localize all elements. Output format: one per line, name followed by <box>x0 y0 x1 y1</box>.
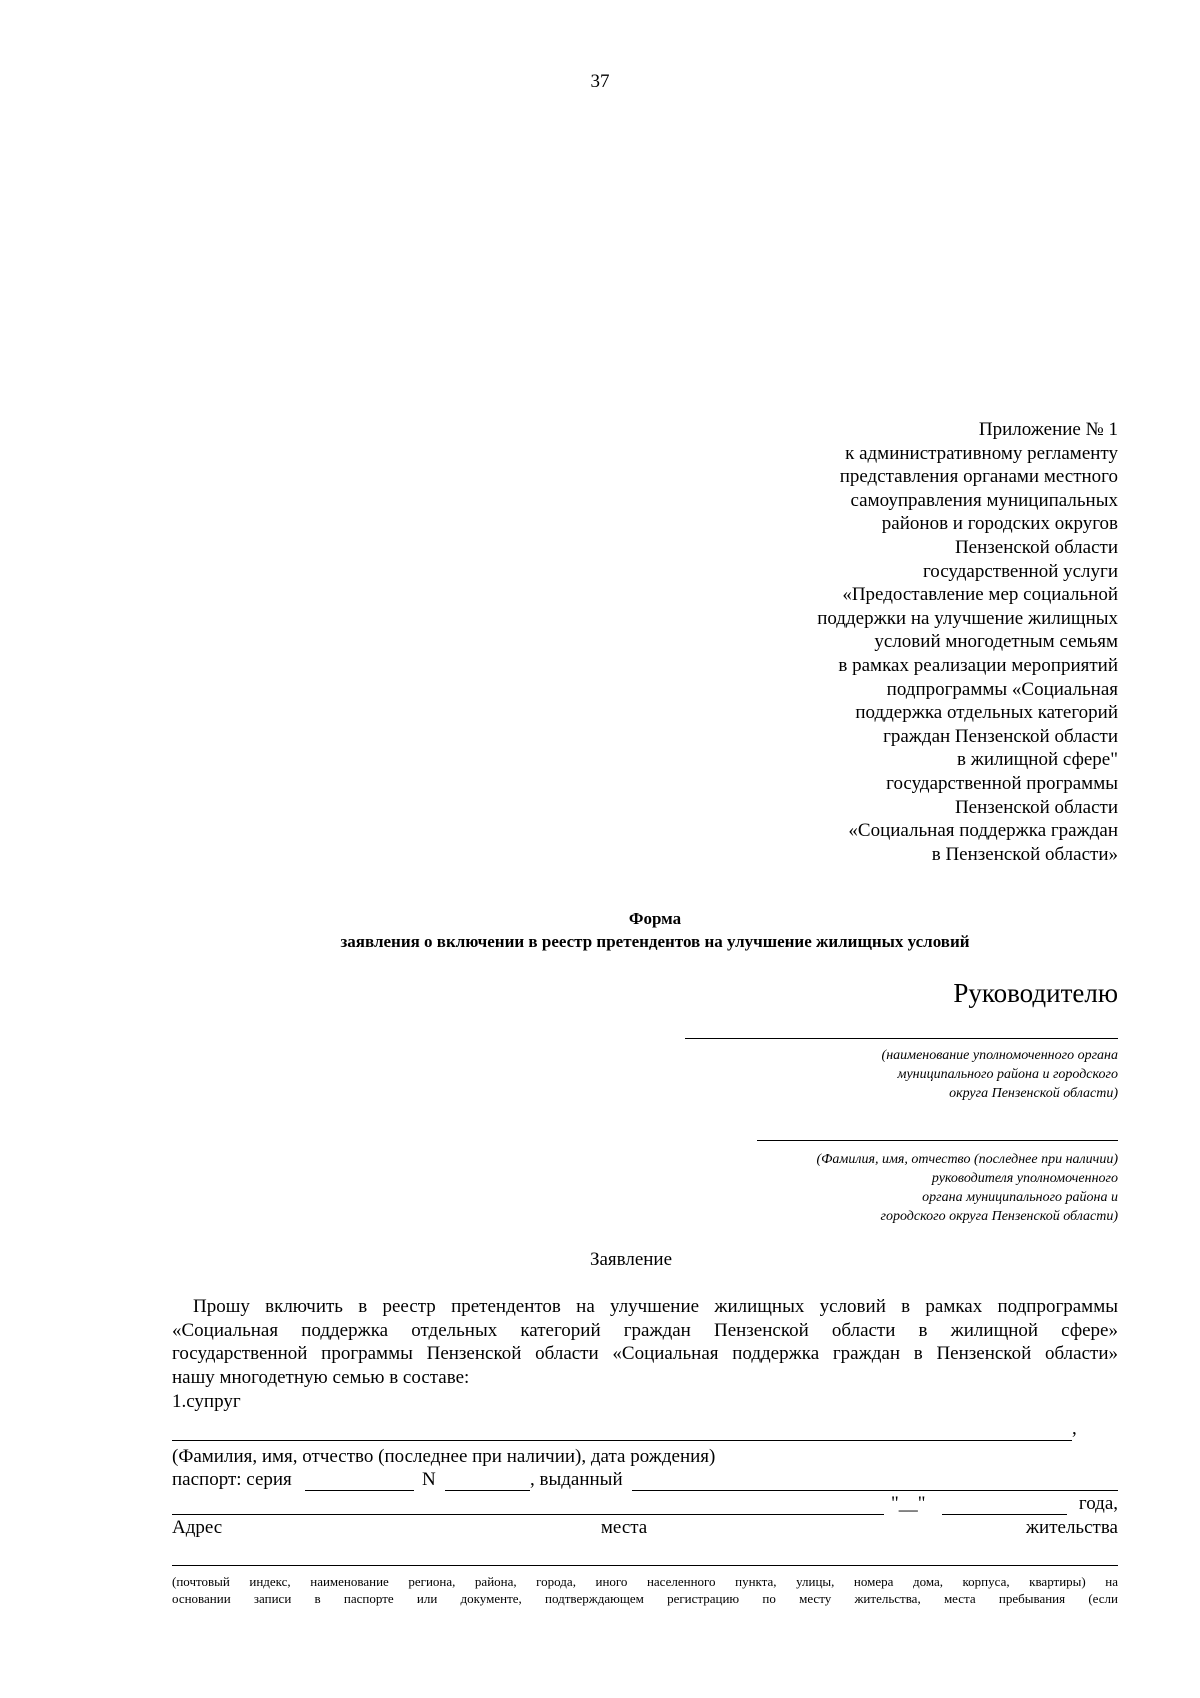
page-number: 37 <box>590 71 610 92</box>
statement-body <box>172 1295 1118 1414</box>
form-title <box>0 907 1200 953</box>
organ-name-field[interactable] <box>685 1038 1118 1039</box>
statement-title: Заявление <box>589 1249 673 1270</box>
form-title-subtitle: заявления о включении в реестр претендентов на улучшение жилищных условий <box>340 932 970 951</box>
head-name-field[interactable] <box>757 1140 1118 1141</box>
appendix-reference <box>700 418 1118 866</box>
appendix-line: в жилищной сфере" <box>957 749 1118 771</box>
caption-line: (наименование уполномоченного органа <box>881 1048 1118 1063</box>
caption-line: (почтовый индекс, наименование региона, района, города, иного населенного пункта, улицы, номера дома, корпуса, квартиры) на <box>172 1574 1118 1589</box>
appendix-line: поддержка отдельных категорий <box>855 702 1118 724</box>
appendix-line: в рамках реализации мероприятий <box>838 654 1118 676</box>
issued-by-field[interactable] <box>172 1514 884 1515</box>
appendix-line: «Предоставление мер социальной <box>842 584 1118 606</box>
passport-series-label: паспорт: серия <box>172 1469 292 1490</box>
caption-line: округа Пензенской области) <box>949 1086 1118 1101</box>
address-field[interactable] <box>172 1565 1118 1566</box>
address-word: места <box>600 1517 648 1538</box>
appendix-line: самоуправления муниципальных <box>850 489 1118 511</box>
address-word: Адрес <box>172 1517 223 1538</box>
addressee-title: Руководителю <box>953 978 1118 1008</box>
appendix-line: Пензенской области <box>954 536 1118 558</box>
spouse-label: 1.супруг <box>172 1390 241 1412</box>
passport-number-label: N <box>422 1469 436 1490</box>
issue-date-month-field[interactable] <box>942 1514 1067 1515</box>
appendix-line: граждан Пензенской области <box>883 725 1118 747</box>
appendix-line: представления органами местного <box>839 466 1118 488</box>
year-suffix: года, <box>1078 1493 1118 1514</box>
address-word: жительства <box>1025 1517 1118 1538</box>
appendix-line: государственной программы <box>886 772 1118 794</box>
caption-line: муниципального района и городского <box>897 1067 1118 1082</box>
passport-number-field[interactable] <box>445 1490 530 1491</box>
caption-line: (Фамилия, имя, отчество (последнее при наличии) <box>816 1152 1118 1167</box>
caption-line: основании записи в паспорте или документе, подтверждающем регистрацию по месту жительства, места пребывания (если <box>172 1591 1118 1606</box>
appendix-line: «Социальная поддержка граждан <box>848 820 1118 842</box>
caption-line: руководителя уполномоченного <box>931 1171 1118 1186</box>
issue-date-row <box>172 1493 1118 1517</box>
form-title-line: Форма <box>628 909 682 928</box>
head-name-caption <box>700 1150 1118 1226</box>
address-row <box>172 1517 1118 1539</box>
spouse-name-field[interactable] <box>172 1440 1072 1441</box>
caption-line: органа муниципального района и <box>922 1190 1118 1205</box>
spouse-name-caption: (Фамилия, имя, отчество (последнее при наличии), дата рождения) <box>172 1446 716 1467</box>
paragraph-line: «Социальная поддержка отдельных категорий граждан Пензенской области в жилищной сфере» <box>172 1319 1118 1341</box>
appendix-line: государственной услуги <box>922 560 1118 582</box>
passport-issued-field[interactable] <box>632 1490 1118 1491</box>
appendix-line: подпрограммы «Социальная <box>886 678 1118 700</box>
passport-series-field[interactable] <box>305 1490 414 1491</box>
appendix-line: Пензенской области <box>954 796 1118 818</box>
comma: , <box>1072 1418 1077 1439</box>
passport-row <box>172 1469 1118 1493</box>
paragraph-line: Прошу включить в реестр претендентов на улучшение жилищных условий в рамках подпрограммы <box>193 1296 1118 1317</box>
organ-name-caption <box>700 1046 1118 1103</box>
passport-issued-label: , выданный <box>530 1469 623 1490</box>
appendix-line: поддержки на улучшение жилищных <box>817 607 1118 629</box>
paragraph-line: государственной программы Пензенской области «Социальная поддержка граждан в Пензенской области» <box>172 1343 1118 1365</box>
appendix-line: условий многодетным семьям <box>874 631 1118 653</box>
caption-line: городского округа Пензенской области) <box>880 1209 1118 1224</box>
address-caption <box>172 1573 1118 1607</box>
appendix-line: Приложение № 1 <box>978 419 1118 440</box>
paragraph-line: нашу многодетную семью в составе: <box>172 1367 470 1389</box>
appendix-line: районов и городских округов <box>881 513 1118 535</box>
issue-date-day[interactable]: "__" <box>891 1493 926 1514</box>
appendix-line: в Пензенской области» <box>931 843 1118 865</box>
appendix-line: к административному регламенту <box>845 442 1118 464</box>
